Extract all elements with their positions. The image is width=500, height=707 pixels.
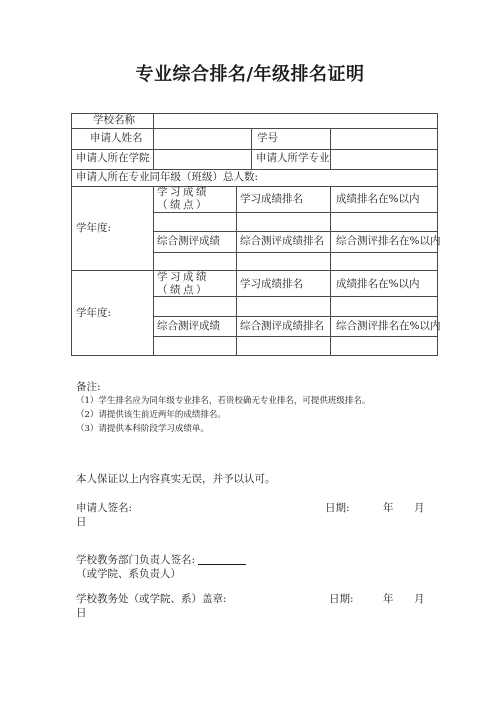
grade-rank-label-1: 学习成绩排名: [240, 193, 303, 205]
eval-percentile-label-1: 综合测评排名在%以内: [336, 235, 441, 247]
row-line-5: [153, 212, 438, 213]
grade-label-1: 学习成绩（绩点）: [157, 186, 209, 211]
grade-label-2: 学习成绩（绩点）: [157, 271, 209, 296]
note-item-3: （3）请提供本科阶段学习成绩单。: [76, 424, 209, 434]
applicant-signature-label: 申请人签名:: [76, 502, 133, 514]
guarantee-statement: 本人保证以上内容真实无误，并予以认可。: [76, 473, 276, 485]
row-line-6: [153, 231, 438, 232]
eval-label-2: 综合测评成绩: [157, 320, 220, 332]
office-date-day: 日: [76, 607, 87, 619]
total-count-label: 申请人所在专业同年级（班级）总人数:: [76, 171, 259, 183]
college-label: 申请人所在学院: [76, 152, 150, 164]
grade-percentile-label-2: 成绩排名在%以内: [336, 278, 420, 290]
col-divider-e2: [236, 270, 237, 356]
col-divider-f2: [330, 270, 331, 356]
applicant-date-day: 日: [76, 516, 87, 528]
office-date-year: 年: [383, 593, 394, 605]
note-item-2: （2）请提供该生前近两年的成绩排名。: [76, 410, 226, 420]
col-divider-f1: [330, 186, 331, 270]
row-line-11: [153, 336, 438, 337]
applicant-date-label: 日期:: [325, 502, 350, 514]
applicant-name-label: 申请人姓名: [90, 132, 143, 144]
dept-signature-sub: （或学院、系负责人）: [76, 568, 181, 580]
notes-heading: 备注:: [76, 381, 101, 393]
row-line-1: [71, 128, 438, 129]
row-line-12: [71, 355, 438, 356]
note-item-1: （1）学生排名应为同年级专业排名，若贵校确无专业排名，可提供班级排名。: [76, 396, 371, 406]
dept-signature-line: [198, 564, 246, 565]
academic-year-label-2: 学年度:: [76, 307, 112, 319]
applicant-date-year: 年: [383, 502, 394, 514]
office-date-month: 月: [414, 593, 425, 605]
row-line-7: [153, 252, 438, 253]
applicant-date-month: 月: [414, 502, 425, 514]
grade-rank-label-2: 学习成绩排名: [240, 278, 303, 290]
eval-rank-label-2: 综合测评成绩排名: [240, 320, 324, 332]
eval-rank-label-1: 综合测评成绩排名: [240, 235, 324, 247]
col-divider-d2: [153, 270, 154, 356]
col-divider-d1: [153, 186, 154, 270]
col-divider-e1: [236, 186, 237, 270]
row-line-4: [71, 186, 438, 187]
academic-year-label-1: 学年度:: [76, 222, 112, 234]
office-date-label: 日期:: [329, 593, 354, 605]
dept-signature-label: 学校教务部门负责人签名:: [76, 554, 196, 566]
student-id-label: 学号: [257, 132, 278, 144]
major-label: 申请人所学专业: [256, 152, 330, 164]
col-divider-a: [153, 113, 154, 170]
row-line-2: [71, 149, 438, 150]
school-name-label: 学校名称: [93, 114, 135, 126]
row-line-3: [71, 169, 438, 170]
document-title: 专业综合排名/年级排名证明: [135, 64, 365, 85]
eval-percentile-label-2: 综合测评排名在%以内: [336, 320, 441, 332]
row-line-8: [71, 270, 438, 271]
office-stamp-label: 学校教务处（或学院、系）盖章:: [76, 593, 227, 605]
row-line-10: [153, 316, 438, 317]
eval-label-1: 综合测评成绩: [157, 235, 220, 247]
grade-percentile-label-1: 成绩排名在%以内: [336, 193, 420, 205]
